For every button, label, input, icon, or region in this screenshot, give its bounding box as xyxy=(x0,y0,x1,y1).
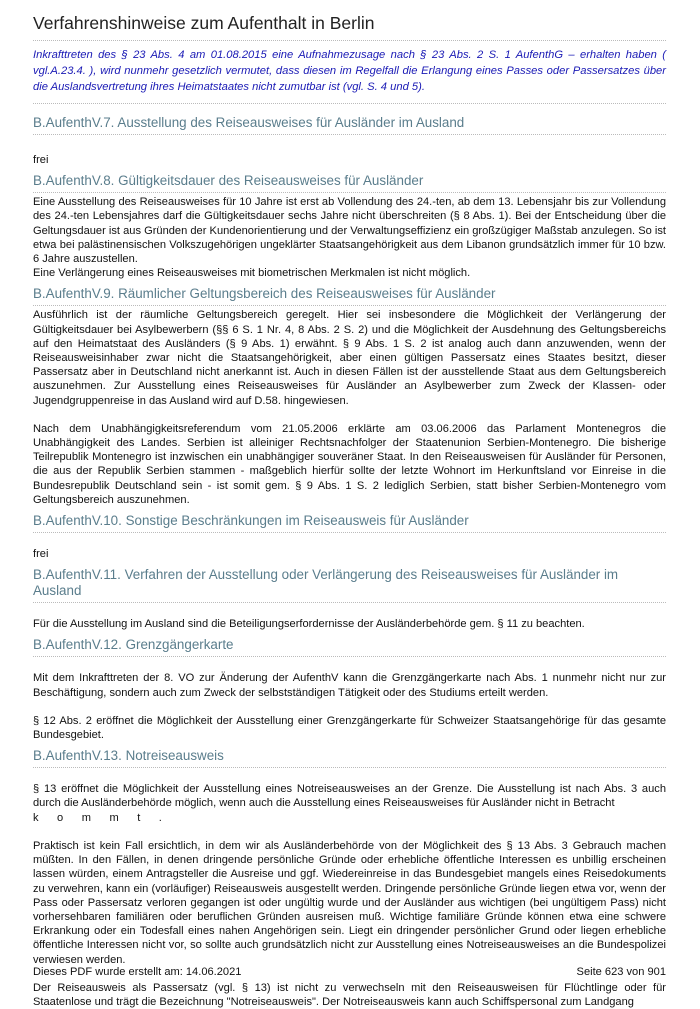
section-heading-10: B.AufenthV.10. Sonstige Beschränkungen im Reiseausweis für Ausländer xyxy=(33,513,666,533)
document-title: Verfahrenshinweise zum Aufenthalt in Berlin xyxy=(33,12,666,41)
section-heading-12: B.AufenthV.12. Grenzgängerkarte xyxy=(33,637,666,657)
footer-page-number: Seite 623 von 901 xyxy=(576,966,666,978)
section-12-text-1: Mit dem Inkrafttreten der 8. VO zur Änderung der AufenthV kann die Grenzgängerkarte nach Abs. 1 nunmehr nicht nur zur Beschäftigung, sondern auch zum Zweck der selbstständigen Tätigkeit oder des Studiums erteilt werden. xyxy=(33,672,666,699)
footer-created-date: Dieses PDF wurde erstellt am: 14.06.2021 xyxy=(33,966,242,978)
document-page xyxy=(33,0,666,1009)
section-11-text: Für die Ausstellung im Ausland sind die Beteiligungserfordernisse der Ausländerbehörde gem. § 11 zu beachten. xyxy=(33,618,585,631)
page-footer xyxy=(33,966,666,978)
section-7-text: frei xyxy=(33,154,49,166)
section-9-text-2: Nach dem Unabhängigkeitsreferendum vom 21.05.2006 erklärte am 03.06.2006 das Parlament Montenegros die Unabhängigkeit des Landes. Serbien ist alleiniger Rechtsnachfolger der Staatenunion Serbien-Montenegro. Die bisherige Teilrepublik Montenegro ist inzwischen ein unabhängiger souveräner Staat. In den Reiseausweisen für Ausländer für Personen, die aus der Republik Serbien stammen - maßgeblich hierfür sollte der letzte Wohnort im Herkunftsland vor Einreise in die Bundesrepublik Deutschland sein - ist somit gem. § 9 Abs. 1 S. 2 lediglich Serbien, statt bisher Serbien-Montenegro vom Geltungsbereich auszunehmen. xyxy=(33,422,666,506)
section-heading-8: B.AufenthV.8. Gültigkeitsdauer des Reiseausweises für Ausländer xyxy=(33,173,666,193)
section-13-text-3: Praktisch ist kein Fall ersichtlich, in dem wir als Ausländerbehörde von der Möglichkeit des § 13 Abs. 3 Gebrauch machen müßten. In den Fällen, in denen dringende persönliche Gründe oder erhebliche öffentliche Interessen es unbillig erscheinen lassen würden, einem Antragsteller die Ausreise und ggf. Wiedereinreise in das Bundesgebiet mangels eines Reisedokuments zu verwehren, kann ein (vorläufiger) Reiseausweis ausgestellt werden. Dringende persönliche Gründe liegen etwa vor, wenn der Pass oder Passersatz verloren gegangen ist oder ungültig wurde und der Ausländer aus wichtigen (bei ungültigem Pass) nicht vorhersehbaren familiären oder beruflichen Gründen ausreisen muß. Wichtige familiäre Gründe können etwa eine schwere Erkrankung oder ein Todesfall eines nahen Angehörigen sein. Liegt ein dringender persönlicher Grund oder liegen erhebliche öffentliche Interessen nicht vor, so sollte auch grundsätzlich nicht zur Ausstellung eines Notreiseausweises an die Bundespolizei verwiesen werden. xyxy=(33,839,666,966)
section-9-text-1: Ausführlich ist der räumliche Geltungsbereich geregelt. Hier sei insbesondere die Möglichkeit der Verlängerung der Gültigkeitsdauer bei Asylbewerbern (§§ 6 S. 1 Nr. 4, 8 Abs. 2 S. 2) und die Möglichkeit der Ausdehnung des Geltungsbereichs auf den Heimatstaat des Ausländers (§ 9 Abs. 1) erwähnt. § 9 Abs. 1 S. 2 ist analog auch dann anzuwenden, wenn der Reiseausweisinhaber zwar nicht die Staatsangehörigkeit, aber einen gültigen Passersatz eines Staates besitzt, dieser Passersatz aber in Deutschland nicht anerkannt ist. Auch in diesen Fällen ist der ausstellende Staat aus dem Geltungsbereich auszunehmen. Zur Ausstellung eines Reiseausweises für Ausländer an Asylbewerber zum Zweck der Klassen- oder Jugendgruppenreise in das Ausland wird auf D.58. hingewiesen. xyxy=(33,309,666,407)
section-13-text-4: Der Reiseausweis als Passersatz (vgl. § 13) ist nicht zu verwechseln mit den Reiseausweisen für Flüchtlinge oder für Staatenlose und trägt die Bezeichnung "Notreiseausweis". Der Notreiseausweis kann auch Schiffspersonal zum Landgang xyxy=(33,981,666,1008)
section-8-text-1: Eine Ausstellung des Reiseausweises für 10 Jahre ist erst ab Vollendung des 24.-ten, ab dem 13. Lebensjahr bis zur Vollendung des 24.-ten Lebensjahres darf die Gültigkeitsdauer sechs Jahre nicht überschreiten (§ 8 Abs. 1). Bei der Entscheidung über die Geltungsdauer ist aus Gründen der Kundenorientierung und der Verwaltungseffizienz ein großzügiger Maßstab anzulegen. So ist etwa bei palästinensischen Volkszugehörigen ungeklärter Staatsangehörigkeit aus dem Libanon grundsätzlich immer für 10 bzw. 6 Jahre auszustellen. xyxy=(33,196,666,266)
section-heading-11: B.AufenthV.11. Verfahren der Ausstellung oder Verlängerung des Reiseausweises für Ausländer im Ausland xyxy=(33,567,666,603)
section-13-text-2: kommt. xyxy=(33,811,181,824)
section-13-text-1: § 13 eröffnet die Möglichkeit der Ausstellung eines Notreiseausweises an der Grenze. Die Ausstellung ist nach Abs. 3 auch durch die Ausländerbehörde möglich, wenn auch die Ausstellung eines Reiseausweises für Ausländer nicht in Betracht xyxy=(33,783,666,810)
section-heading-7: B.AufenthV.7. Ausstellung des Reiseausweises für Ausländer im Ausland xyxy=(33,115,666,135)
section-12-text-2: § 12 Abs. 2 eröffnet die Möglichkeit der Ausstellung einer Grenzgängerkarte für Schweizer Staatsangehörige für das gesamte Bundesgebiet. xyxy=(33,714,666,742)
section-heading-9: B.AufenthV.9. Räumlicher Geltungsbereich des Reiseausweises für Ausländer xyxy=(33,286,666,306)
intro-paragraph: Inkrafttreten des § 23 Abs. 4 am 01.08.2015 eine Aufnahmezusage nach § 23 Abs. 2 S. 1 AufenthG – erhalten haben ( vgl.A.23.4. ), wird nunmehr gesetzlich vermutet, dass diesen im Regelfall die Erlangung eines Passes oder Passersatzes über die Auslandsvertretung ihres Heimatstaates nicht zumutbar ist (vgl. S. 4 und 5). xyxy=(33,47,666,104)
section-8-text-2: Eine Verlängerung eines Reiseausweises mit biometrischen Merkmalen ist nicht möglich. xyxy=(33,267,471,280)
section-heading-13: B.AufenthV.13. Notreiseausweis xyxy=(33,748,666,768)
section-10-text: frei xyxy=(33,548,49,561)
